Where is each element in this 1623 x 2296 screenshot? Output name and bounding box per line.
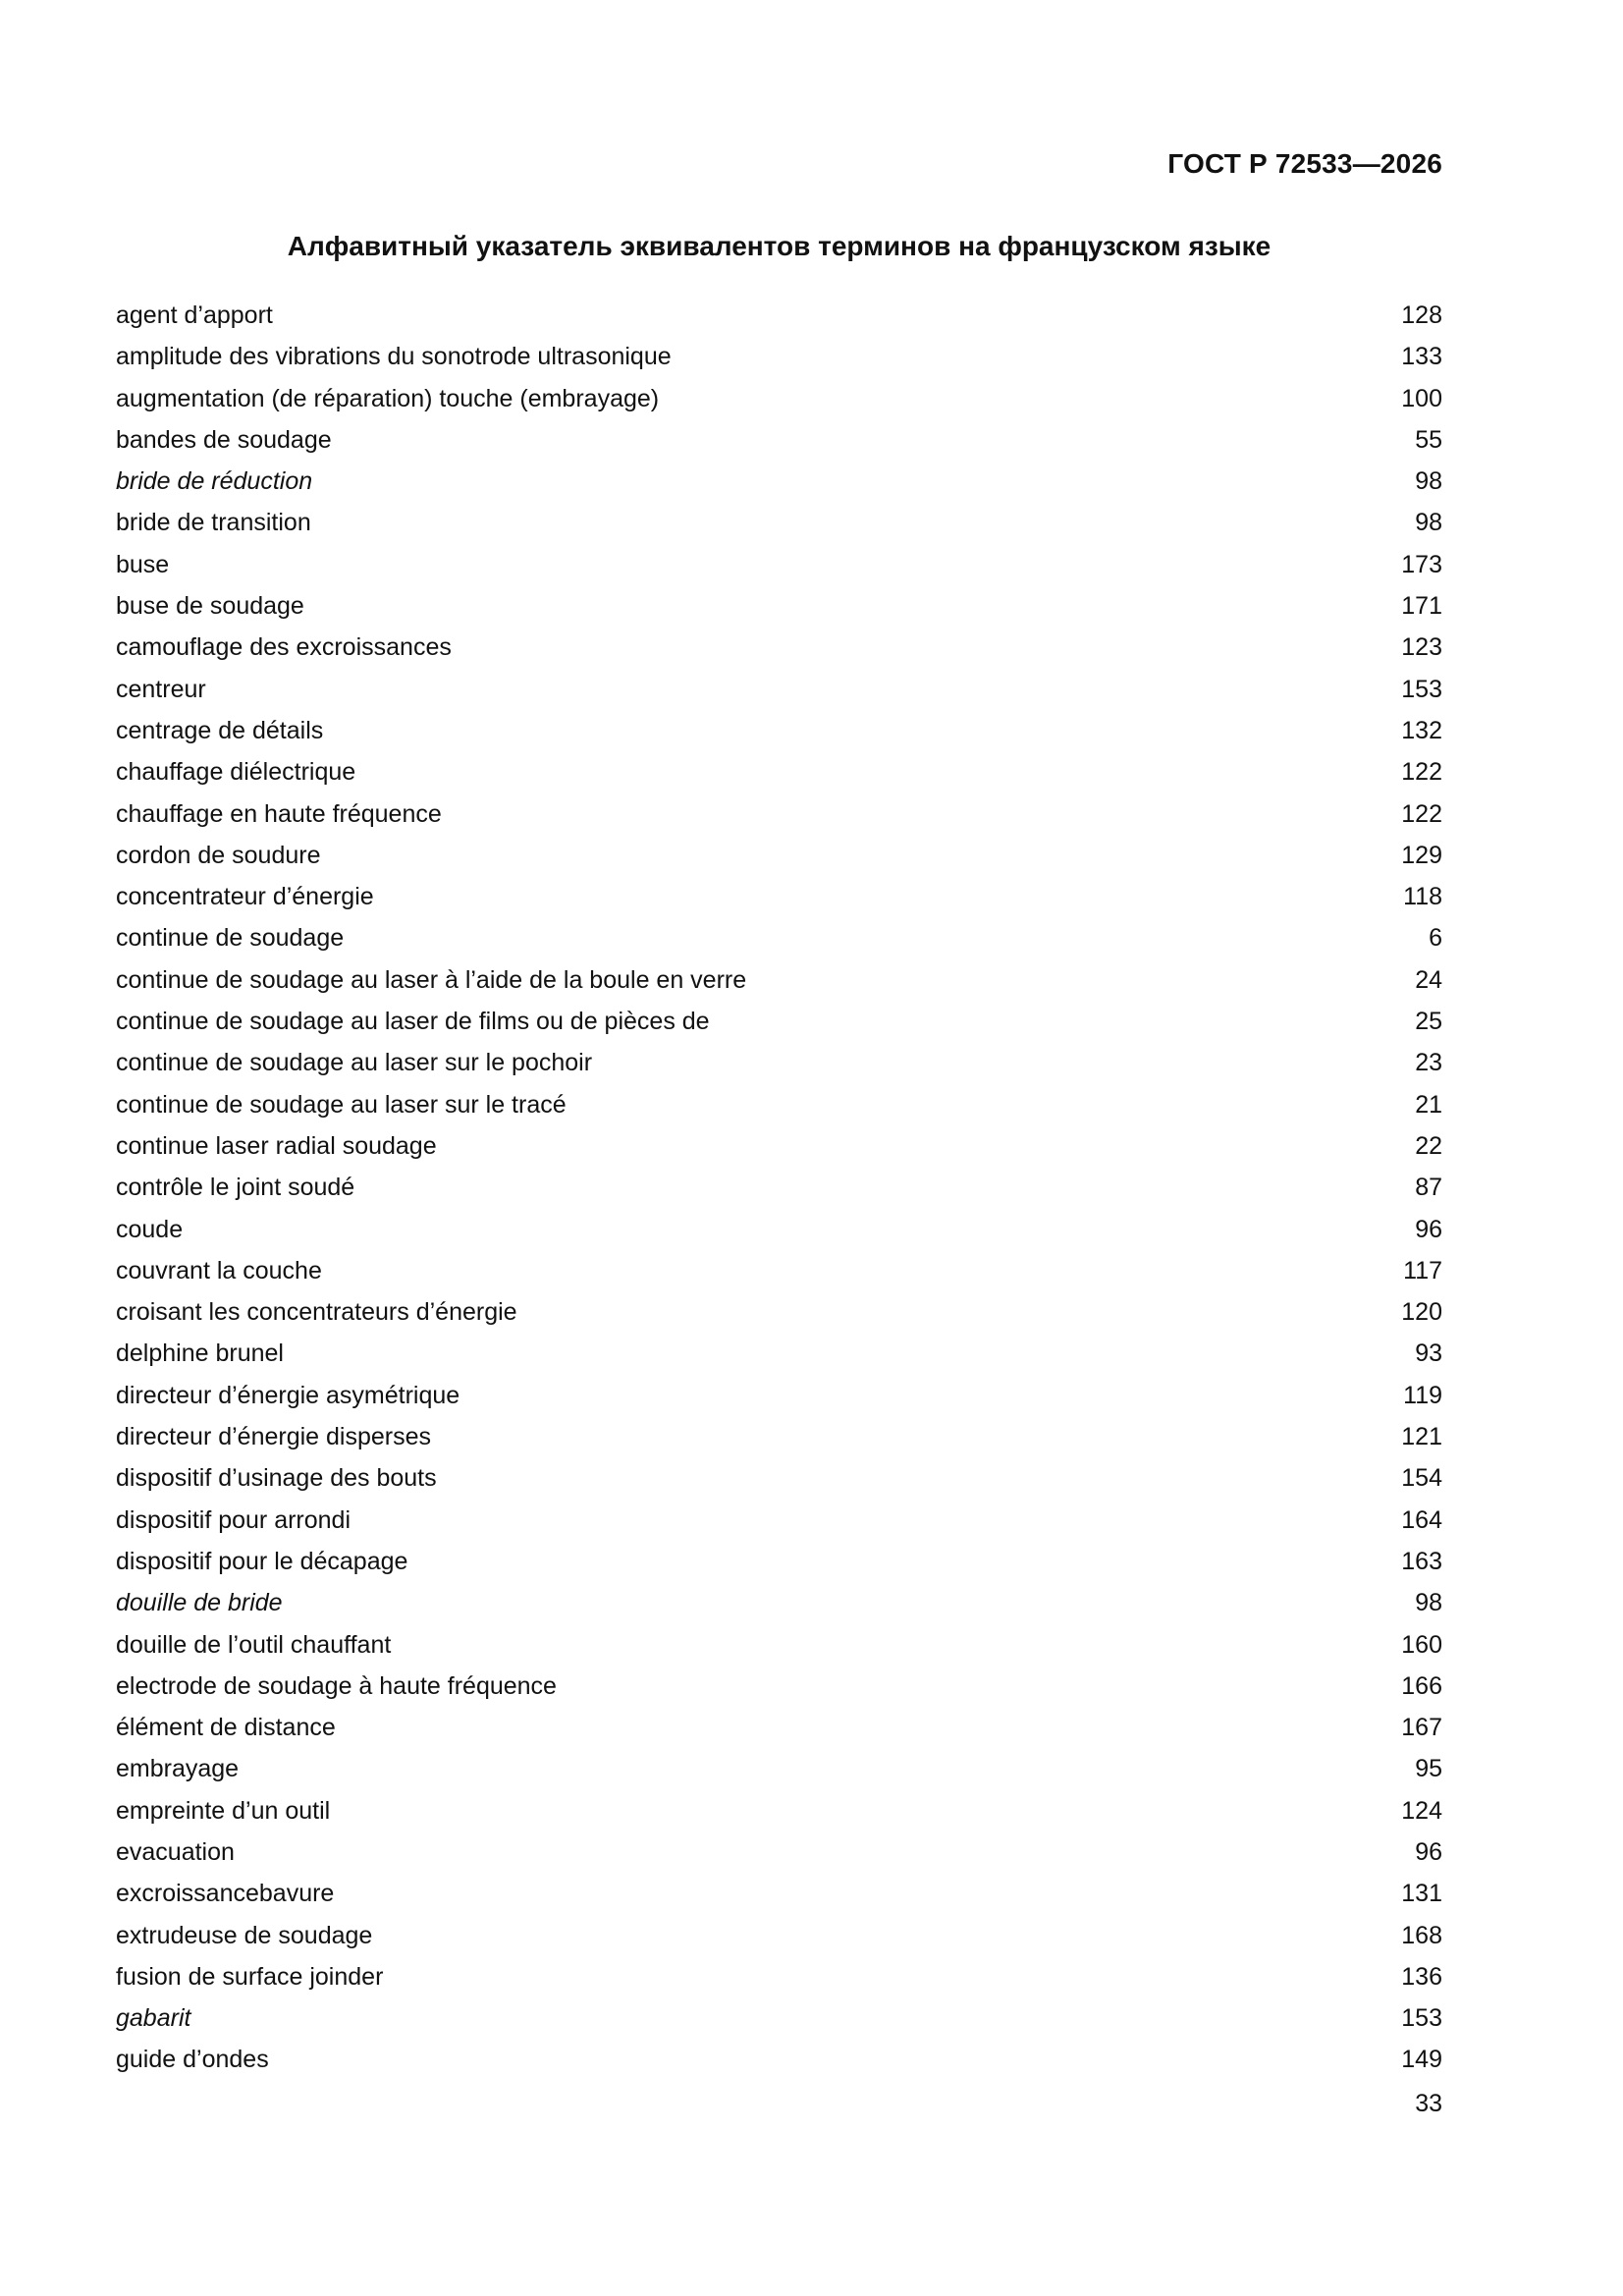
index-entry-number: 100: [1401, 384, 1442, 412]
index-entry: [116, 1125, 1442, 1167]
index-entry: [116, 959, 1442, 1001]
index-entry-term: augmentation (de réparation) touche (embrayage): [116, 384, 660, 412]
index-entry-number: 149: [1401, 2046, 1442, 2074]
index-entry: [116, 627, 1442, 668]
index-entry-number: 122: [1401, 799, 1442, 828]
index-entry-term: contrôle le joint soudé: [116, 1174, 355, 1202]
index-entry-number: 24: [1415, 965, 1442, 994]
index-entry-term: couvrant la couche: [116, 1256, 322, 1285]
index-entry: [116, 1541, 1442, 1582]
index-entry: [116, 876, 1442, 917]
index-entry-term: excroissancebavure: [116, 1880, 335, 1908]
index-entry: [116, 1333, 1442, 1374]
index-entry-number: 132: [1401, 716, 1442, 744]
index-entry: [116, 1624, 1442, 1666]
index-entry-term: douille de l’outil chauffant: [116, 1630, 392, 1659]
index-entry-number: 25: [1415, 1008, 1442, 1036]
index-entry: [116, 419, 1442, 461]
index-entry: [116, 1956, 1442, 1997]
index-entry-number: 55: [1415, 425, 1442, 454]
index-entry-number: 124: [1401, 1796, 1442, 1825]
index-entry-number: 171: [1401, 592, 1442, 621]
index-entry: [116, 1707, 1442, 1748]
page-number: 33: [1415, 2090, 1442, 2117]
index-entry-number: 93: [1415, 1339, 1442, 1368]
index-entry-term: camouflage des excroissances: [116, 633, 452, 662]
index-entry-term: continue de soudage au laser sur le pochoir: [116, 1049, 593, 1077]
index-entry-number: 122: [1401, 758, 1442, 787]
index-entry-term: amplitude des vibrations du sonotrode ultrasonique: [116, 343, 672, 371]
index-entry-number: 120: [1401, 1298, 1442, 1327]
index-entry-number: 164: [1401, 1505, 1442, 1534]
index-entry-term: guide d’ondes: [116, 2046, 269, 2074]
index-entry-term: continue de soudage au laser à l’aide de la boule en verre: [116, 965, 747, 994]
index-entry: [116, 544, 1442, 585]
index-entry-term: croisant les concentrateurs d’énergie: [116, 1298, 517, 1327]
index-entry-number: 166: [1401, 1671, 1442, 1700]
index-entry: [116, 1582, 1442, 1623]
index-entry: [116, 793, 1442, 835]
index-entries-list: [116, 295, 1442, 2081]
index-entry-number: 98: [1415, 467, 1442, 496]
index-entry-number: 153: [1401, 675, 1442, 703]
index-entry-term: centreur: [116, 675, 206, 703]
index-entry: [116, 710, 1442, 751]
index-entry-term: dispositif d’usinage des bouts: [116, 1464, 437, 1493]
index-entry-term: bride de réduction: [116, 467, 313, 496]
index-entry-number: 98: [1415, 1589, 1442, 1617]
index-entry: [116, 2039, 1442, 2080]
index-title: Алфавитный указатель эквивалентов терминов на французском языке: [287, 231, 1271, 261]
index-entry-number: 118: [1403, 883, 1442, 911]
index-entry: [116, 1873, 1442, 1914]
index-entry-term: élément de distance: [116, 1714, 336, 1742]
index-entry: [116, 1748, 1442, 1789]
index-entry-term: continue de soudage au laser sur le tracé: [116, 1090, 567, 1119]
index-entry-term: cordon de soudure: [116, 841, 321, 869]
index-entry: [116, 1790, 1442, 1831]
index-entry-number: 153: [1401, 2004, 1442, 2033]
index-entry-term: centrage de détails: [116, 716, 324, 744]
index-entry: [116, 1416, 1442, 1457]
index-entry: [116, 1457, 1442, 1499]
index-entry: [116, 1915, 1442, 1956]
index-entry-term: continue de soudage: [116, 924, 345, 953]
index-entry: [116, 1084, 1442, 1125]
index-entry-number: 6: [1429, 924, 1442, 953]
index-entry: [116, 669, 1442, 710]
index-entry: [116, 1375, 1442, 1416]
index-entry-term: dispositif pour le décapage: [116, 1547, 408, 1575]
index-entry-number: 22: [1415, 1131, 1442, 1160]
index-entry: [116, 1209, 1442, 1250]
index-entry-number: 21: [1415, 1090, 1442, 1119]
index-entry: [116, 1997, 1442, 2039]
index-entry-number: 23: [1415, 1049, 1442, 1077]
index-entry-term: coude: [116, 1215, 184, 1243]
index-entry-term: bandes de soudage: [116, 425, 332, 454]
index-entry: [116, 336, 1442, 377]
index-entry-number: 136: [1401, 1962, 1442, 1991]
index-entry: [116, 1831, 1442, 1873]
index-entry: [116, 917, 1442, 958]
index-entry-term: gabarit: [116, 2004, 191, 2033]
index-entry-term: empreinte d’un outil: [116, 1796, 331, 1825]
index-entry-number: 168: [1401, 1921, 1442, 1949]
index-entry-term: agent d’apport: [116, 301, 273, 329]
index-entry: [116, 1500, 1442, 1541]
index-entry-term: electrode de soudage à haute fréquence: [116, 1671, 557, 1700]
index-entry-term: dispositif pour arrondi: [116, 1505, 352, 1534]
index-entry-number: 87: [1415, 1174, 1442, 1202]
index-entry-number: 121: [1401, 1423, 1442, 1451]
index-entry: [116, 378, 1442, 419]
index-entry: [116, 461, 1442, 502]
index-entry: [116, 1666, 1442, 1707]
index-entry-number: 98: [1415, 509, 1442, 537]
index-entry: [116, 1042, 1442, 1083]
index-entry-number: 128: [1401, 301, 1442, 329]
index-entry: [116, 835, 1442, 876]
index-entry-number: 123: [1401, 633, 1442, 662]
index-entry: [116, 502, 1442, 543]
index-entry-term: chauffage en haute fréquence: [116, 799, 442, 828]
index-entry-number: 167: [1401, 1714, 1442, 1742]
index-entry-number: 131: [1401, 1880, 1442, 1908]
index-entry-term: continue laser radial soudage: [116, 1131, 437, 1160]
index-entry-number: 154: [1401, 1464, 1442, 1493]
index-entry-number: 129: [1401, 841, 1442, 869]
index-entry: [116, 295, 1442, 336]
index-entry-term: embrayage: [116, 1755, 240, 1783]
index-entry-number: 173: [1401, 550, 1442, 578]
index-entry-term: douille de bride: [116, 1589, 283, 1617]
index-entry-number: 160: [1401, 1630, 1442, 1659]
index-entry: [116, 751, 1442, 793]
index-entry-term: chauffage diélectrique: [116, 758, 356, 787]
index-entry-term: extrudeuse de soudage: [116, 1921, 373, 1949]
index-entry-term: directeur d’énergie asymétrique: [116, 1381, 460, 1409]
index-entry-term: concentrateur d’énergie: [116, 883, 374, 911]
index-entry: [116, 1291, 1442, 1333]
index-entry-term: continue de soudage au laser de films ou de pièces de: [116, 1008, 710, 1036]
index-entry: [116, 1001, 1442, 1042]
index-entry: [116, 585, 1442, 627]
index-entry-number: 96: [1415, 1215, 1442, 1243]
index-entry-number: 163: [1401, 1547, 1442, 1575]
index-entry-number: 95: [1415, 1755, 1442, 1783]
standard-code-header: ГОСТ Р 72533—2026: [1167, 148, 1442, 179]
index-entry-term: directeur d’énergie disperses: [116, 1423, 432, 1451]
index-entry-term: evacuation: [116, 1837, 235, 1866]
index-entry-number: 133: [1401, 343, 1442, 371]
index-entry-term: bride de transition: [116, 509, 311, 537]
index-entry-number: 117: [1403, 1256, 1442, 1285]
index-entry-term: delphine brunel: [116, 1339, 284, 1368]
index-entry-term: buse: [116, 550, 170, 578]
index-entry-number: 119: [1403, 1381, 1442, 1409]
index-entry-term: fusion de surface joinder: [116, 1962, 384, 1991]
index-entry-term: buse de soudage: [116, 592, 304, 621]
index-entry: [116, 1250, 1442, 1291]
index-entry: [116, 1167, 1442, 1208]
index-entry-number: 96: [1415, 1837, 1442, 1866]
